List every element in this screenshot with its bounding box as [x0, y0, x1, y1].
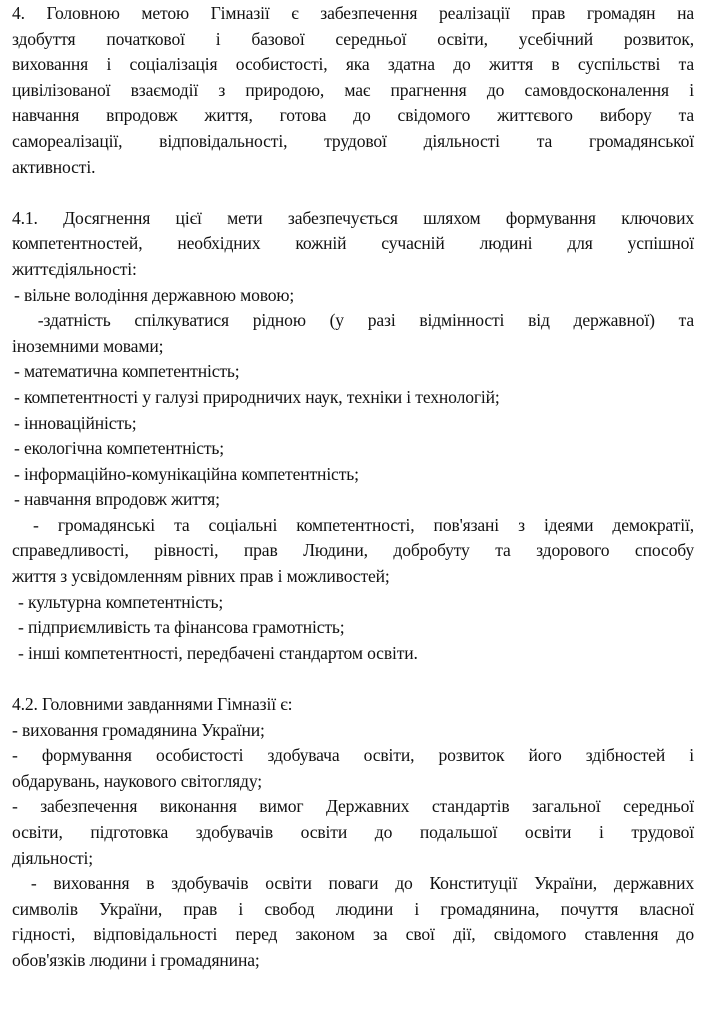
text-line: активності.	[12, 156, 96, 177]
list-item-continuation: діяльності;	[12, 847, 94, 868]
text-line: виховання і соціалізація особистості, яка здатна до життя в суспільстві та	[12, 54, 694, 75]
document-page	[12, 1, 694, 974]
text-line: здобуття початкової і базової середньої освіти, усебічний розвиток,	[12, 28, 694, 49]
list-item: - формування особистості здобувача освіти, розвиток його здібностей і	[12, 745, 694, 766]
list-item: - виховання громадянина України;	[12, 719, 265, 740]
list-item: - підприємливість та фінансова грамотність;	[18, 617, 345, 638]
text-line: цивілізованої взаємодії з природою, має прагнення до самовдосконалення і	[12, 79, 694, 100]
list-item-continuation: обдарувань, наукового світогляду;	[12, 770, 262, 791]
text-line: навчання впродовж життя, готова до свідомого життєвого вибору та	[12, 105, 694, 126]
text-line: 4. Головною метою Гімназії є забезпечення реалізації прав громадян на	[12, 3, 694, 23]
text-line: 4.2. Головними завданнями Гімназії є:	[12, 694, 293, 715]
list-item: - інформаційно-комунікаційна компетентність;	[14, 463, 359, 484]
list-item: - математична компетентність;	[14, 361, 240, 382]
paragraph-spacer	[12, 666, 694, 692]
text-line: життєдіяльності:	[12, 258, 137, 279]
list-item-continuation: освіти, підготовка здобувачів освіти до подальшої освіти і трудової	[12, 822, 694, 842]
list-item: - вільне володіння державною мовою;	[14, 284, 295, 305]
list-item-continuation: обов'язків людини і громадянина;	[12, 949, 260, 970]
text-line: компетентностей, необхідних кожній сучасній людині для успішної	[12, 233, 694, 254]
list-item-continuation: гідності, відповідальності перед законом за свої дії, свідомого ставлення до	[12, 924, 694, 945]
list-item-continuation: іноземними мовами;	[12, 335, 164, 356]
paragraph-spacer	[12, 180, 694, 206]
list-item-continuation: символів України, прав і свобод людини і громадянина, почуття власної	[12, 898, 694, 919]
list-item: - забезпечення виконання вимог Державних стандартів загальної середньої	[12, 796, 694, 817]
text-line: 4.1. Досягнення цієї мети забезпечується шляхом формування ключових	[12, 207, 694, 228]
list-item: - компетентності у галузі природничих наук, техніки і технологій;	[14, 386, 500, 407]
text-line: самореалізації, відповідальності, трудової діяльності та громадянської	[12, 130, 694, 151]
list-item: - громадянські та соціальні компетентності, пов'язані з ідеями демократії,	[14, 514, 694, 535]
list-item: - інноваційність;	[14, 412, 137, 433]
list-item-continuation: справедливості, рівності, прав Людини, добробуту та здорового способу	[12, 540, 694, 561]
list-item-continuation: життя з усвідомленням рівних прав і можливостей;	[12, 566, 390, 587]
list-item: - культурна компетентність;	[18, 591, 224, 612]
paragraph-4-1-competences	[12, 206, 694, 667]
paragraph-4-goal	[12, 1, 694, 180]
list-item: - інші компетентності, передбачені стандартом освіти.	[18, 642, 418, 663]
list-item: -здатність спілкуватися рідною (у разі відмінності від державної) та	[14, 310, 694, 331]
paragraph-4-2-tasks	[12, 692, 694, 974]
list-item: - виховання в здобувачів освіти поваги до Конституції України, державних	[14, 873, 694, 894]
list-item: - навчання впродовж життя;	[14, 489, 220, 510]
list-item: - екологічна компетентність;	[14, 438, 225, 459]
